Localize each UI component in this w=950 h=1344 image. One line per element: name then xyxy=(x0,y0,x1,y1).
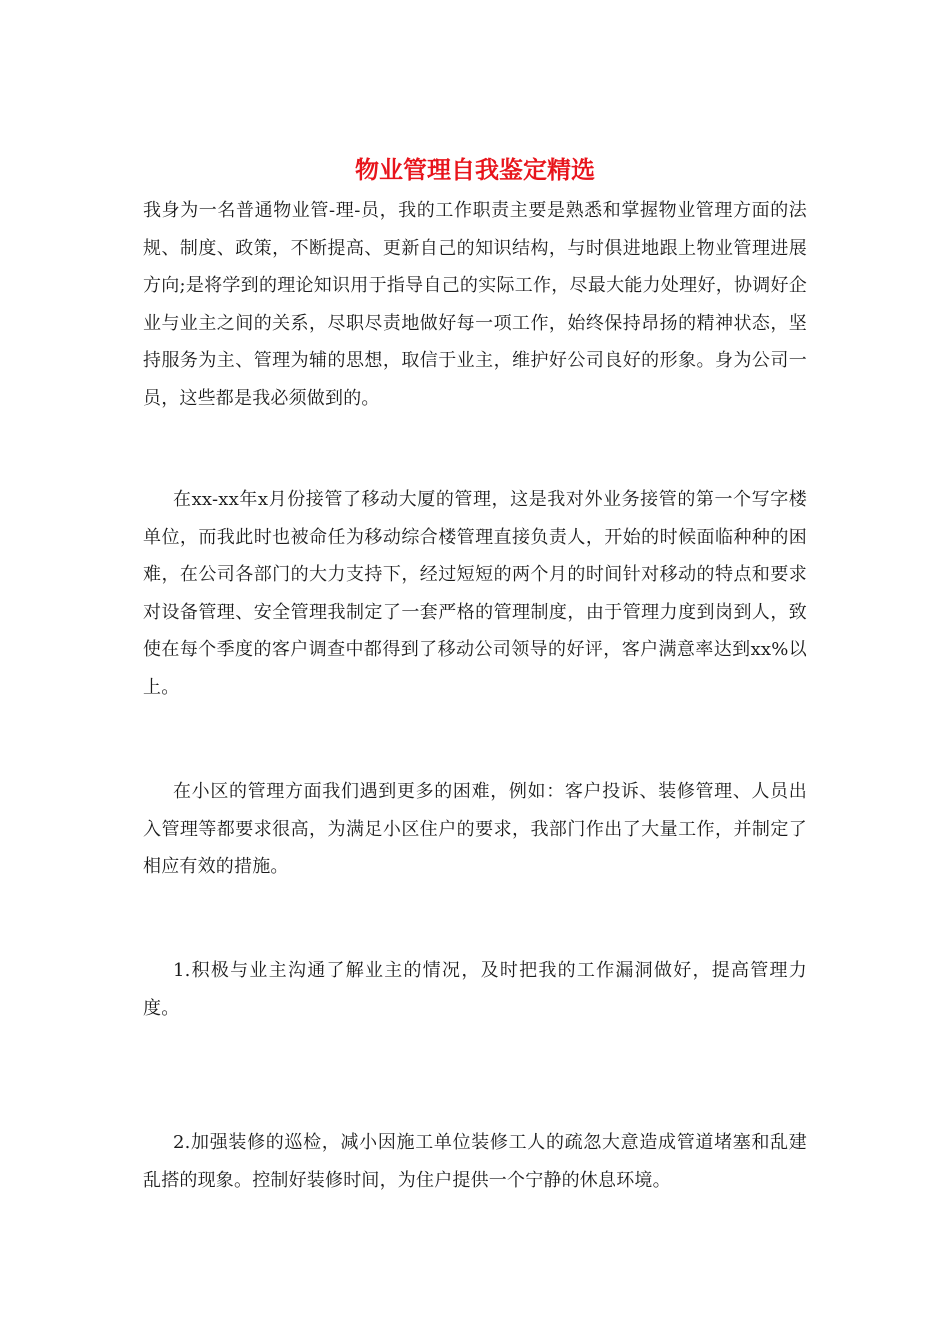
paragraph-community-management: 在小区的管理方面我们遇到更多的困难，例如：客户投诉、装修管理、人员出入管理等都要求很高，为满足小区住户的要求，我部门作出了大量工作，并制定了相应有效的措施。 xyxy=(143,781,807,877)
paragraph-item-1: 1.积极与业主沟通了解业主的情况，及时把我的工作漏洞做好，提高管理力度。 xyxy=(143,960,807,1019)
paragraph-item-2: 2.加强装修的巡检，减小因施工单位装修工人的疏忽大意造成管道堵塞和乱建乱搭的现象。控制好装修时间，为住户提供一个宁静的休息环境。 xyxy=(143,1132,807,1191)
paragraph-intro: 我身为一名普通物业管-理-员，我的工作职责主要是熟悉和掌握物业管理方面的法规、制度、政策，不断提高、更新自己的知识结构，与时俱进地跟上物业管理进展方向;是将学到的理论知识用于指导自己的实际工作，尽最大能力处理好，协调好企业与业主之间的关系，尽职尽责地做好每一项工作，始终保持昂扬的精神状态，坚持服务为主、管理为辅的思想，取信于业主，维护好公司良好的形象。身为公司一员，这些都是我必须做到的。 xyxy=(143,200,807,409)
document-title: 物业管理自我鉴定精选 xyxy=(355,156,595,184)
paragraph-mobile-building: 在xx-xx年x月份接管了移动大厦的管理，这是我对外业务接管的第一个写字楼单位，而我此时也被命任为移动综合楼管理直接负责人，开始的时候面临种种的困难，在公司各部门的大力支持下，经过短短的两个月的时间针对移动的特点和要求对设备管理、安全管理我制定了一套严格的管理制度，由于管理力度到岗到人，致使在每个季度的客户调查中都得到了移动公司领导的好评，客户满意率达到xx%以上。 xyxy=(143,489,807,698)
